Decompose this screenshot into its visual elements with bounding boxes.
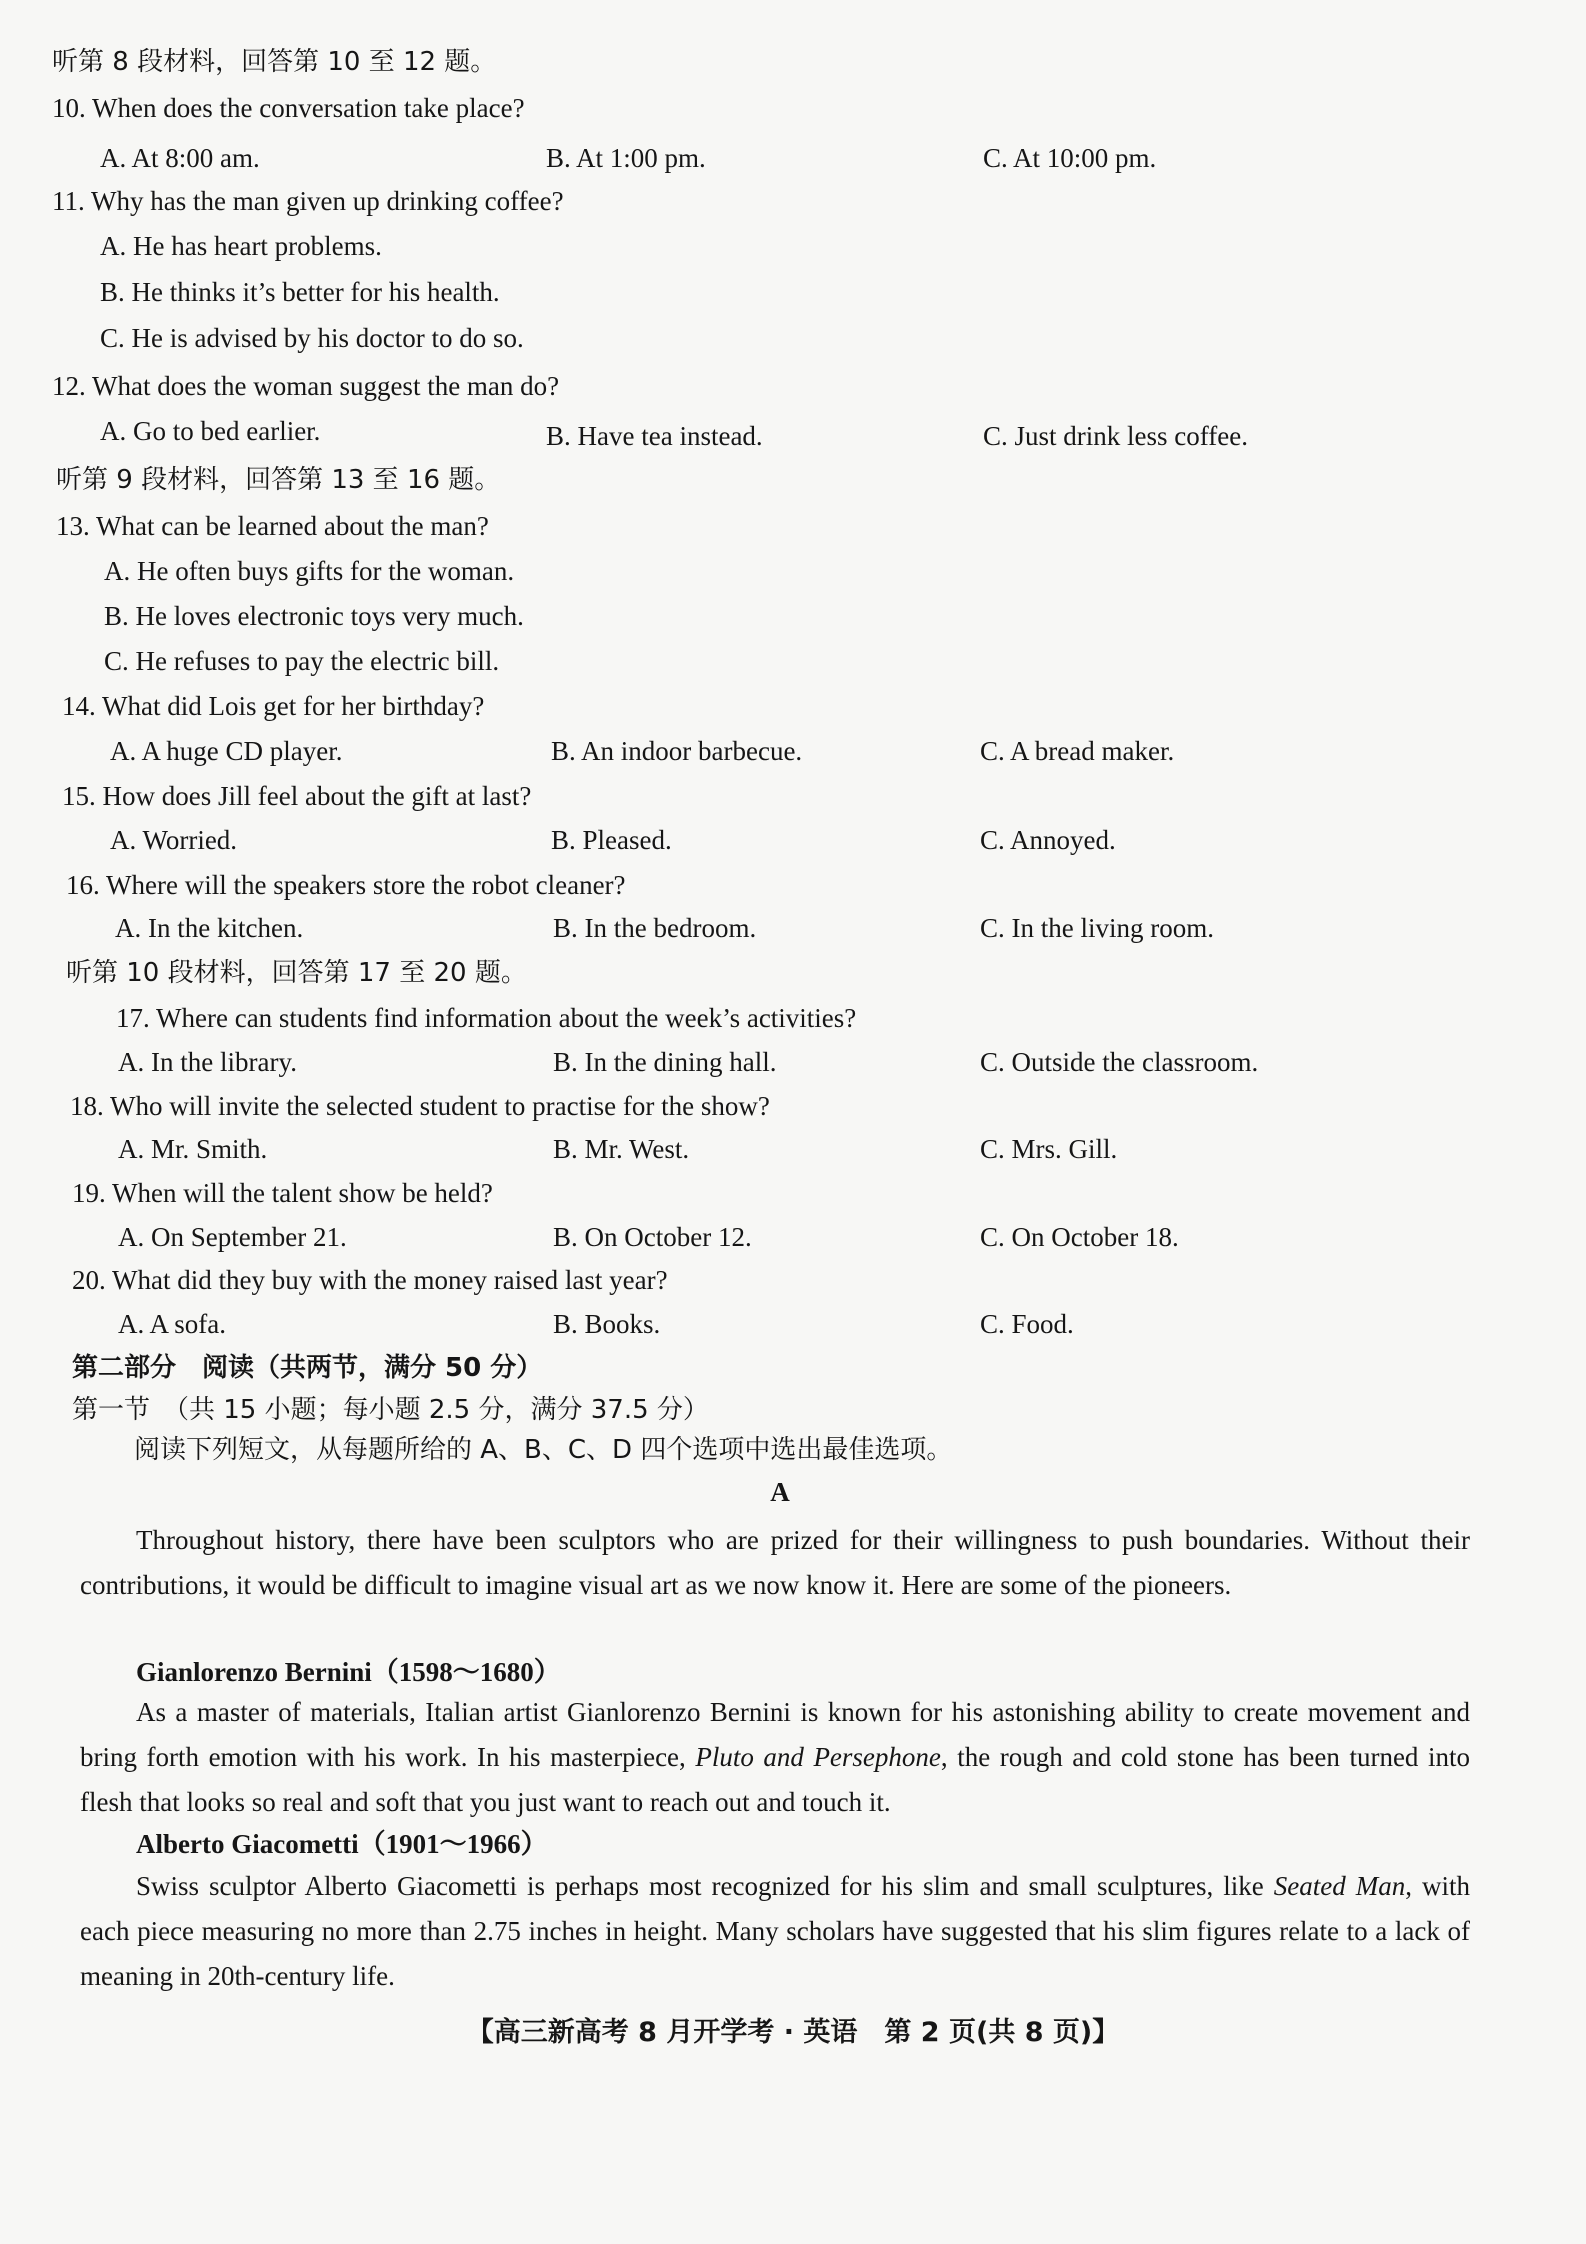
artist-1-paragraph — [80, 1690, 1470, 1825]
page-footer: 【高三新高考 8 月开学考 · 英语 第 2 页(共 8 页)】 — [466, 2017, 1120, 2048]
passage-intro — [80, 1518, 1470, 1608]
question-16: 16. Where will the speakers store the robot cleaner? — [66, 870, 626, 900]
artist-1-work-title: Pluto and Persephone — [695, 1742, 941, 1772]
question-11: 11. Why has the man given up drinking coffee? — [52, 186, 564, 216]
q16-option-b: B. In the bedroom. — [553, 913, 757, 943]
q11-option-b: B. He thinks it’s better for his health. — [100, 277, 500, 307]
artist-1-text-b: , the rough and cold stone has been turned into flesh that looks so real and soft that you just want to reach out and touch it. — [80, 1742, 1470, 1817]
q10-option-c: C. At 10:00 pm. — [983, 143, 1157, 173]
question-20: 20. What did they buy with the money raised last year? — [72, 1265, 668, 1295]
q18-option-a: A. Mr. Smith. — [118, 1134, 268, 1164]
question-14: 14. What did Lois get for her birthday? — [62, 691, 485, 721]
q19-option-c: C. On October 18. — [980, 1222, 1179, 1252]
q13-option-c: C. He refuses to pay the electric bill. — [104, 646, 500, 676]
q10-option-a: A. At 8:00 am. — [100, 143, 260, 173]
q12-option-b: B. Have tea instead. — [546, 421, 763, 451]
q14-option-c: C. A bread maker. — [980, 736, 1175, 766]
q12-option-a: A. Go to bed earlier. — [100, 416, 321, 446]
q16-option-a: A. In the kitchen. — [115, 913, 304, 943]
q13-option-b: B. He loves electronic toys very much. — [104, 601, 524, 631]
q15-option-b: B. Pleased. — [551, 825, 672, 855]
q17-option-c: C. Outside the classroom. — [980, 1047, 1259, 1077]
question-13: 13. What can be learned about the man? — [56, 511, 489, 541]
artist-2-text-b: , with each piece measuring no more than 2.75 inches in height. Many scholars have suggested that his slim figures relate to a lack of meaning in 20th-century life. — [80, 1871, 1470, 1991]
q19-option-b: B. On October 12. — [553, 1222, 752, 1252]
q20-option-c: C. Food. — [980, 1309, 1074, 1339]
part-2-section-1: 第一节 （共 15 小题；每小题 2.5 分，满分 37.5 分） — [72, 1395, 709, 1425]
q20-option-a: A. A sofa. — [118, 1309, 226, 1339]
q18-option-c: C. Mrs. Gill. — [980, 1134, 1118, 1164]
q16-option-c: C. In the living room. — [980, 913, 1214, 943]
question-15: 15. How does Jill feel about the gift at last? — [62, 781, 532, 811]
part-2-instruction: 阅读下列短文，从每题所给的 A、B、C、D 四个选项中选出最佳选项。 — [134, 1435, 953, 1465]
question-17: 17. Where can students find information about the week’s activities? — [116, 1003, 857, 1033]
passage-intro-text: Throughout history, there have been sculptors who are prized for their willingness to push boundaries. Without their contributions, it would be difficult to imagine visual art as we now know it. Here are some of the pioneers. — [80, 1525, 1470, 1600]
q11-option-a: A. He has heart problems. — [100, 231, 382, 261]
part-2-title: 第二部分 阅读（共两节，满分 50 分） — [72, 1353, 543, 1383]
q14-option-b: B. An indoor barbecue. — [551, 736, 803, 766]
artist-2-work-title: Seated Man — [1273, 1871, 1406, 1901]
question-12: 12. What does the woman suggest the man do? — [52, 371, 560, 401]
q15-option-c: C. Annoyed. — [980, 825, 1116, 855]
artist-2-heading: Alberto Giacometti（1901～1966） — [136, 1829, 548, 1859]
artist-2-paragraph — [80, 1864, 1470, 1999]
section-9-heading: 听第 9 段材料，回答第 13 至 16 题。 — [56, 465, 501, 495]
q11-option-c: C. He is advised by his doctor to do so. — [100, 323, 524, 353]
artist-1-text-a: As a master of materials, Italian artist Gianlorenzo Bernini is known for his astonishing ability to create movement and bring forth emotion with his work. In his masterpiece, — [80, 1697, 1470, 1772]
q15-option-a: A. Worried. — [110, 825, 238, 855]
q18-option-b: B. Mr. West. — [553, 1134, 690, 1164]
question-18: 18. Who will invite the selected student to practise for the show? — [70, 1091, 770, 1121]
q17-option-a: A. In the library. — [118, 1047, 297, 1077]
q14-option-a: A. A huge CD player. — [110, 736, 343, 766]
question-19: 19. When will the talent show be held? — [72, 1178, 493, 1208]
question-10: 10. When does the conversation take place? — [52, 93, 525, 123]
artist-1-heading: Gianlorenzo Bernini（1598～1680） — [136, 1657, 561, 1687]
artist-2-text-a: Swiss sculptor Alberto Giacometti is perhaps most recognized for his slim and small sculptures, like — [136, 1871, 1274, 1901]
q10-option-b: B. At 1:00 pm. — [546, 143, 706, 173]
section-10-heading: 听第 10 段材料，回答第 17 至 20 题。 — [66, 958, 527, 988]
q13-option-a: A. He often buys gifts for the woman. — [104, 556, 515, 586]
q12-option-c: C. Just drink less coffee. — [983, 421, 1248, 451]
passage-label: A — [770, 1477, 790, 1507]
section-8-heading: 听第 8 段材料，回答第 10 至 12 题。 — [52, 47, 497, 77]
q17-option-b: B. In the dining hall. — [553, 1047, 777, 1077]
q20-option-b: B. Books. — [553, 1309, 661, 1339]
q19-option-a: A. On September 21. — [118, 1222, 347, 1252]
